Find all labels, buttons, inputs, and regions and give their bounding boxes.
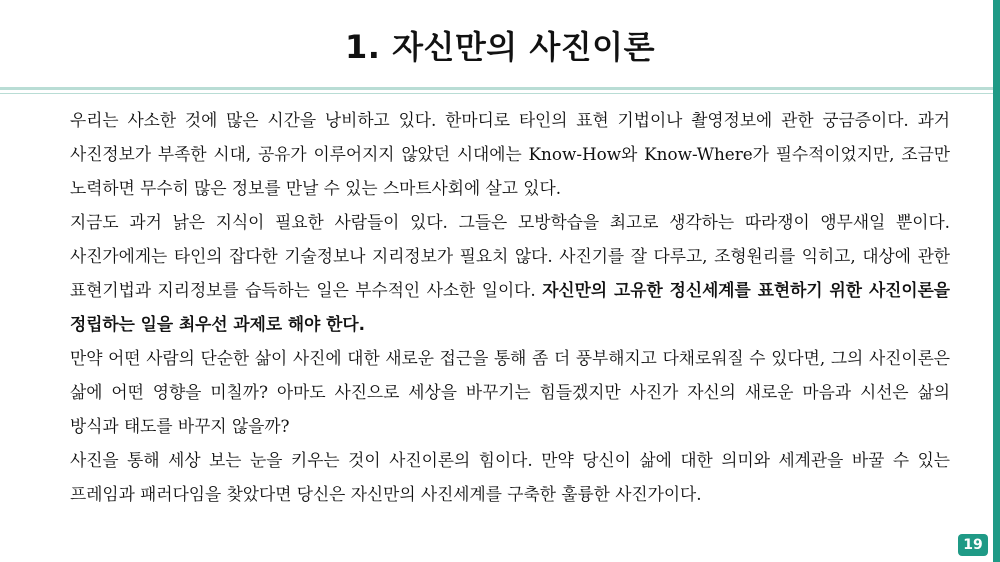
paragraph-4: 사진을 통해 세상 보는 눈을 키우는 것이 사진이론의 힘이다. 만약 당신이 삶에 대한 의미와 세계관을 바꿀 수 있는 프레임과 패러다임을 찾았다면 당신은 자신만의 사진세계를 구축한 훌륭한 사진가이다. <box>70 450 950 504</box>
accent-side-bar <box>993 0 1000 562</box>
paragraph-2-emphasis: 자신만의 고유한 정신세계를 표현하기 위한 사진이론을 정립하는 일을 최우선 과제로 해야 한다. <box>70 280 951 334</box>
paragraph-3: 만약 어떤 사람의 단순한 삶이 사진에 대한 새로운 접근을 통해 좀 더 풍부해지고 다채로워질 수 있다면, 그의 사진이론은 삶에 어떤 영향을 미칠까? 아마도 사진으로 세상을 바꾸기는 힘들겠지만 사진가 자신의 새로운 마음과 시선은 삶의 방식과 태도를 바꾸지 않을까? <box>70 348 950 436</box>
title-divider-thin <box>0 93 993 94</box>
title-divider <box>0 87 993 90</box>
paragraph-2-text: 지금도 과거 낡은 지식이 필요한 사람들이 있다. 그들은 모방학습을 최고로 생각하는 따라쟁이 앵무새일 뿐이다. 사진가에게는 타인의 잡다한 기술정보나 지리정보가 필요치 않다. 사진기를 잘 다루고, 조형원리를 익히고, 대상에 관한 표현기법과 지리정보를 습득하는 일은 부수적인 사소한 일이다. <box>70 212 950 300</box>
paragraph-1: 우리는 사소한 것에 많은 시간을 낭비하고 있다. 한마디로 타인의 표현 기법이나 촬영정보에 관한 궁금증이다. 과거 사진정보가 부족한 시대, 공유가 이루어지지 않았던 시대에는 Know-How와 Know-Where가 필수적이었지만, 조금만 노력하면 무수히 많은 정보를 만날 수 있는 스마트사회에 살고 있다. <box>70 110 950 198</box>
paragraph-2 <box>70 205 950 341</box>
page-number-badge: 19 <box>958 534 988 556</box>
body-text <box>70 103 950 511</box>
slide-title: 1. 자신만의 사진이론 <box>345 28 655 66</box>
